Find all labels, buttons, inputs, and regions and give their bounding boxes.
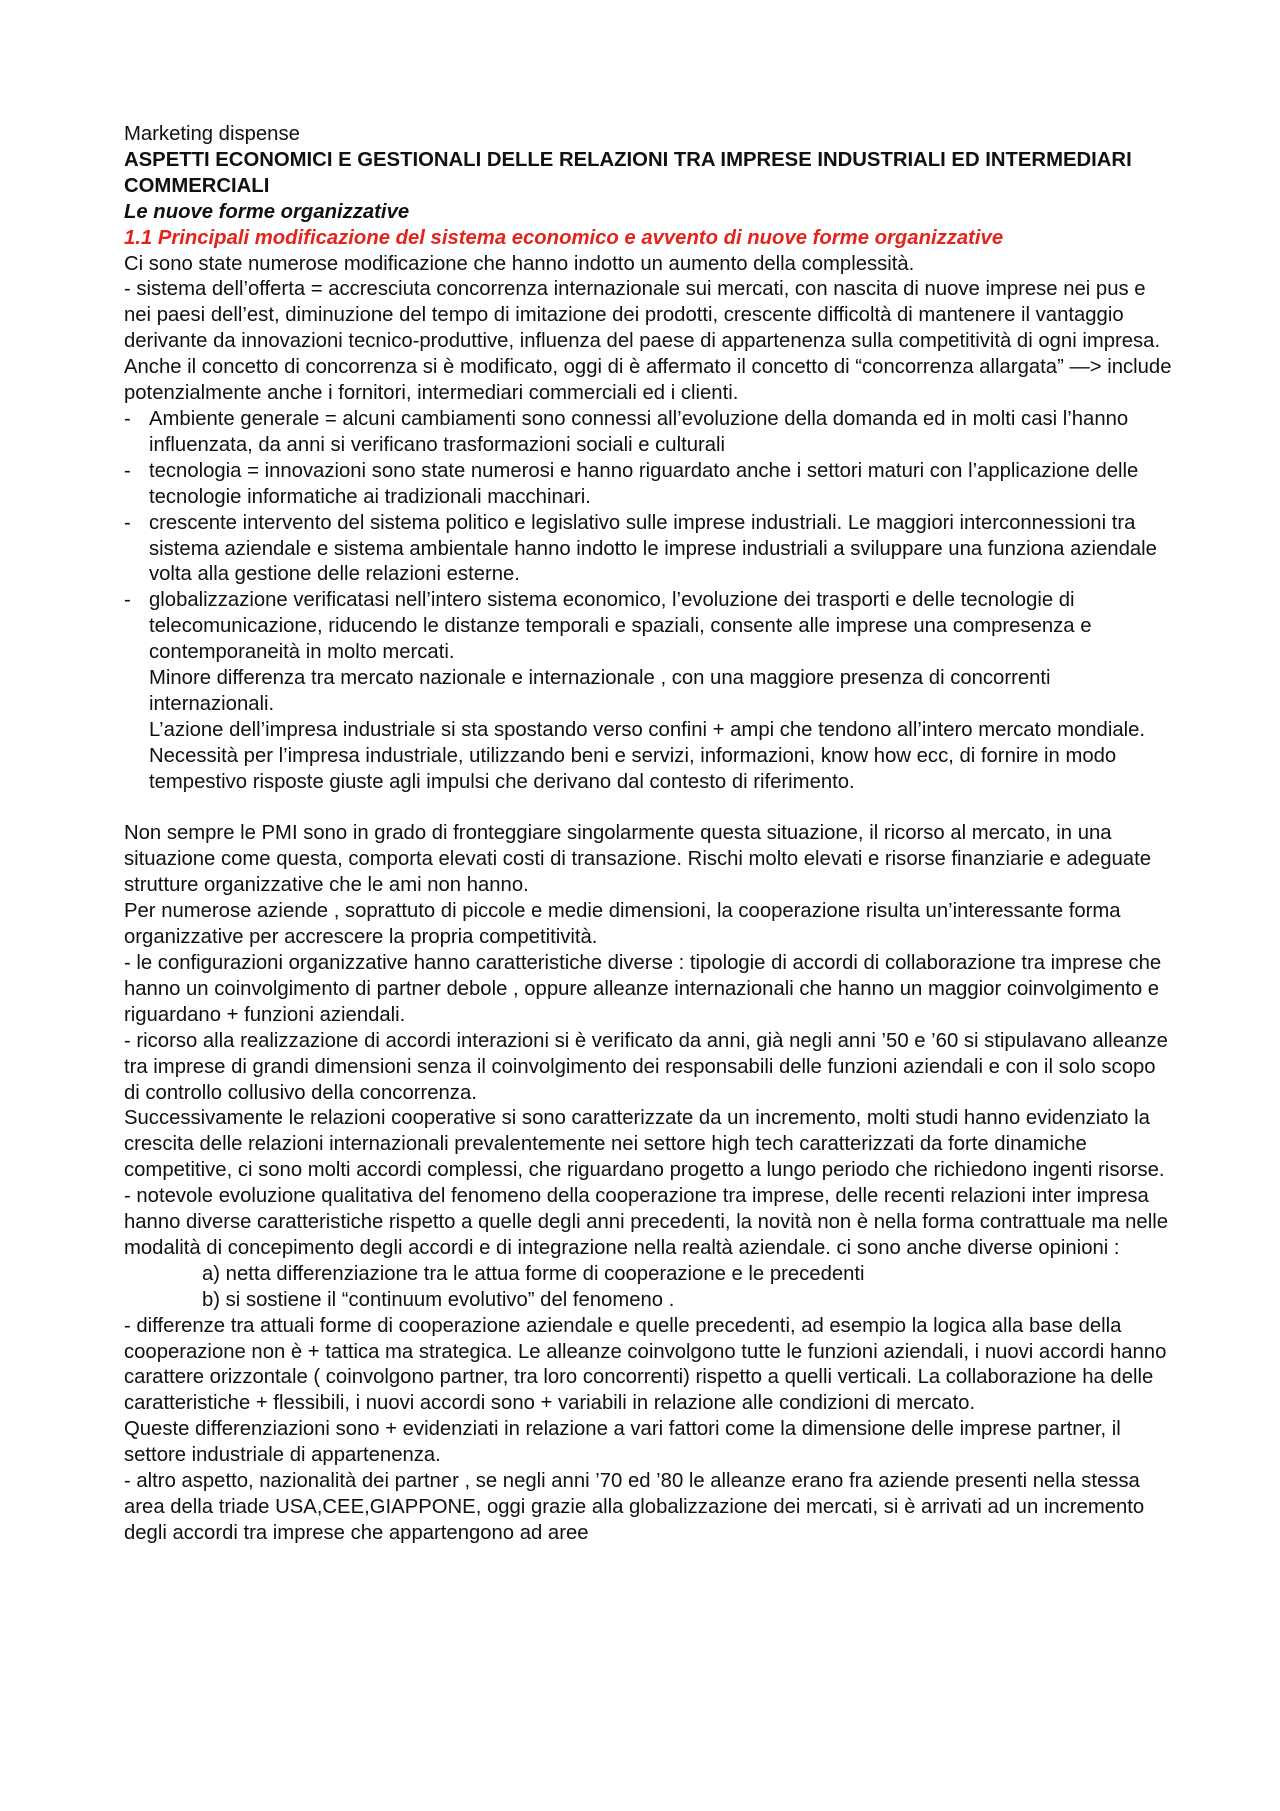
list-item-text: globalizzazione verificatasi nell’intero sistema economico, l’evoluzione dei trasporti e delle tecnologie di telecomunicazione, riducendo le distanze temporali e spaziali, consente alle imprese una compresenza e contemporaneità in molto mercati.	[149, 589, 1092, 664]
dash-bullet: -	[124, 459, 131, 482]
factor-list	[124, 407, 1174, 796]
chapter-subtitle: Le nuove forme organizzative	[124, 200, 410, 223]
list-item-text: tecnologia = innovazioni sono state numerosi e hanno riguardato anche i settori maturi con l’applicazione delle tecnologie informatiche ai tradizionali macchinari.	[149, 459, 1139, 508]
body-paragraph: Non sempre le PMI sono in grado di fronteggiare singolarmente questa situazione, il ricorso al mercato, in una situazione come questa, comporta elevati costi di transazione. Rischi molto elevati e risorse finanziarie e adeguate strutture organizzative che le ami non hanno.	[124, 822, 1151, 897]
opinion-item-a: a) netta differenziazione tra le attua forme di cooperazione e le precedenti	[202, 1262, 865, 1285]
body-paragraph: - ricorso alla realizzazione di accordi interazioni si è verificato da anni, già negli anni ’50 e ’60 si stipulavano alleanze tra imprese di grandi dimensioni senza il coinvolgimento dei responsabili delle funzioni aziendali e con il solo scopo di controllo collusivo della concorrenza.	[124, 1029, 1168, 1104]
concorrenza-paragraph: Anche il concetto di concorrenza si è modificato, oggi di è affermato il concetto di “concorrenza allargata” —> include potenzialmente anche i fornitori, intermediari commerciali ed i clienti.	[124, 356, 1172, 405]
body-paragraph: Successivamente le relazioni cooperative si sono caratterizzate da un incremento, molti studi hanno evidenziato la crescita delle relazioni internazionali prevalentemente nei settore high tech caratterizzati da forte dinamiche competitive, ci sono molti accordi complessi, che riguardano progetto a lungo periodo che richiedono ingenti risorse.	[124, 1107, 1165, 1182]
body-paragraph: - notevole evoluzione qualitativa del fenomeno della cooperazione tra imprese, delle recenti relazioni inter impresa hanno diverse caratteristiche rispetto a quelle degli anni precedenti, la novità non è nella forma contrattuale ma nelle modalità di concepimento degli accordi e di integrazione nella realtà aziendale. ci sono anche diverse opinioni :	[124, 1185, 1168, 1259]
document-page	[124, 122, 1174, 1547]
dash-bullet: -	[124, 589, 131, 612]
body-paragraph: - differenze tra attuali forme di cooperazione aziendale e quelle precedenti, ad esempio la logica alla base della cooperazione non è + tattica ma strategica. Le alleanze coinvolgono tutte le funzioni aziendali, i nuovi accordi hanno carattere orizzontale ( coinvolgono partner, tra loro concorrenti) rispetto a quelli verticali. La collaborazione ha delle caratteristiche + flessibili, i nuovi accordi sono + variabili in relazione alle condizioni di mercato.	[124, 1314, 1167, 1415]
list-item-continuation: Necessità per l’impresa industriale, utilizzando beni e servizi, informazioni, know how ecc, di fornire in modo tempestivo risposte giuste agli impulsi che derivano dal contesto di riferimento.	[149, 744, 1117, 793]
body-paragraph: - altro aspetto, nazionalità dei partner , se negli anni ’70 ed ’80 le alleanze erano fra aziende presenti nella stessa area della triade USA,CEE,GIAPPONE, oggi grazie alla globalizzazione dei mercati, si è arrivati ad un incremento degli accordi tra imprese che appartengono ad aree	[124, 1470, 1145, 1544]
list-item	[124, 407, 1174, 459]
document-label: Marketing dispense	[124, 123, 300, 145]
opinion-item-b: b) si sostiene il “continuum evolutivo” del fenomeno .	[202, 1288, 675, 1311]
offerta-paragraph: - sistema dell’offerta = accresciuta concorrenza internazionale sui mercati, con nascita di nuove imprese nei pus e nei paesi dell’est, diminuzione del tempo di imitazione dei prodotti, crescente difficoltà di mantenere il vantaggio derivante da innovazioni tecnico-produttive, influenza del paese di appartenenza sulla competitività di ogni impresa.	[124, 278, 1161, 353]
list-item	[124, 459, 1174, 511]
body-paragraph: Per numerose aziende , soprattuto di piccole e medie dimensioni, la cooperazione risulta un’interessante forma organizzative per accrescere la propria competitività.	[124, 900, 1121, 949]
body-paragraph: - le configurazioni organizzative hanno caratteristiche diverse : tipologie di accordi di collaborazione tra imprese che hanno un coinvolgimento di partner debole , oppure alleanze internazionali che hanno un maggior coinvolgimento e riguardano + funzioni aziendali.	[124, 951, 1162, 1026]
list-item-text: Ambiente generale = alcuni cambiamenti sono connessi all’evoluzione della domanda ed in molti casi l’hanno influenzata, da anni si verificano trasformazioni sociali e culturali	[149, 407, 1129, 456]
dash-bullet: -	[124, 407, 131, 430]
list-item-continuation: Minore differenza tra mercato nazionale e internazionale , con una maggiore presenza di concorrenti internazionali.	[149, 667, 1051, 715]
list-item	[124, 588, 1174, 795]
document-title: ASPETTI ECONOMICI E GESTIONALI DELLE RELAZIONI TRA IMPRESE INDUSTRIALI ED INTERMEDIARI COMMERCIALI	[124, 148, 1132, 197]
body-paragraph: Queste differenziazioni sono + evidenziati in relazione a vari fattori come la dimensione delle imprese partner, il settore industriale di appartenenza.	[124, 1418, 1121, 1467]
intro-paragraph: Ci sono state numerose modificazione che hanno indotto un aumento della complessità.	[124, 252, 915, 275]
section-heading: 1.1 Principali modificazione del sistema economico e avvento di nuove forme organizzative	[124, 226, 1004, 249]
paragraph-gap	[124, 796, 1174, 822]
list-item-continuation: L’azione dell’impresa industriale si sta spostando verso confini + ampi che tendono all’intero mercato mondiale.	[149, 718, 1146, 741]
list-item	[124, 511, 1174, 589]
list-item-text: crescente intervento del sistema politico e legislativo sulle imprese industriali. Le maggiori interconnessioni tra sistema aziendale e sistema ambientale hanno indotto le imprese industriali a sviluppare una funziona aziendale volta alla gestione delle relazioni esterne.	[149, 511, 1157, 586]
dash-bullet: -	[124, 511, 131, 534]
